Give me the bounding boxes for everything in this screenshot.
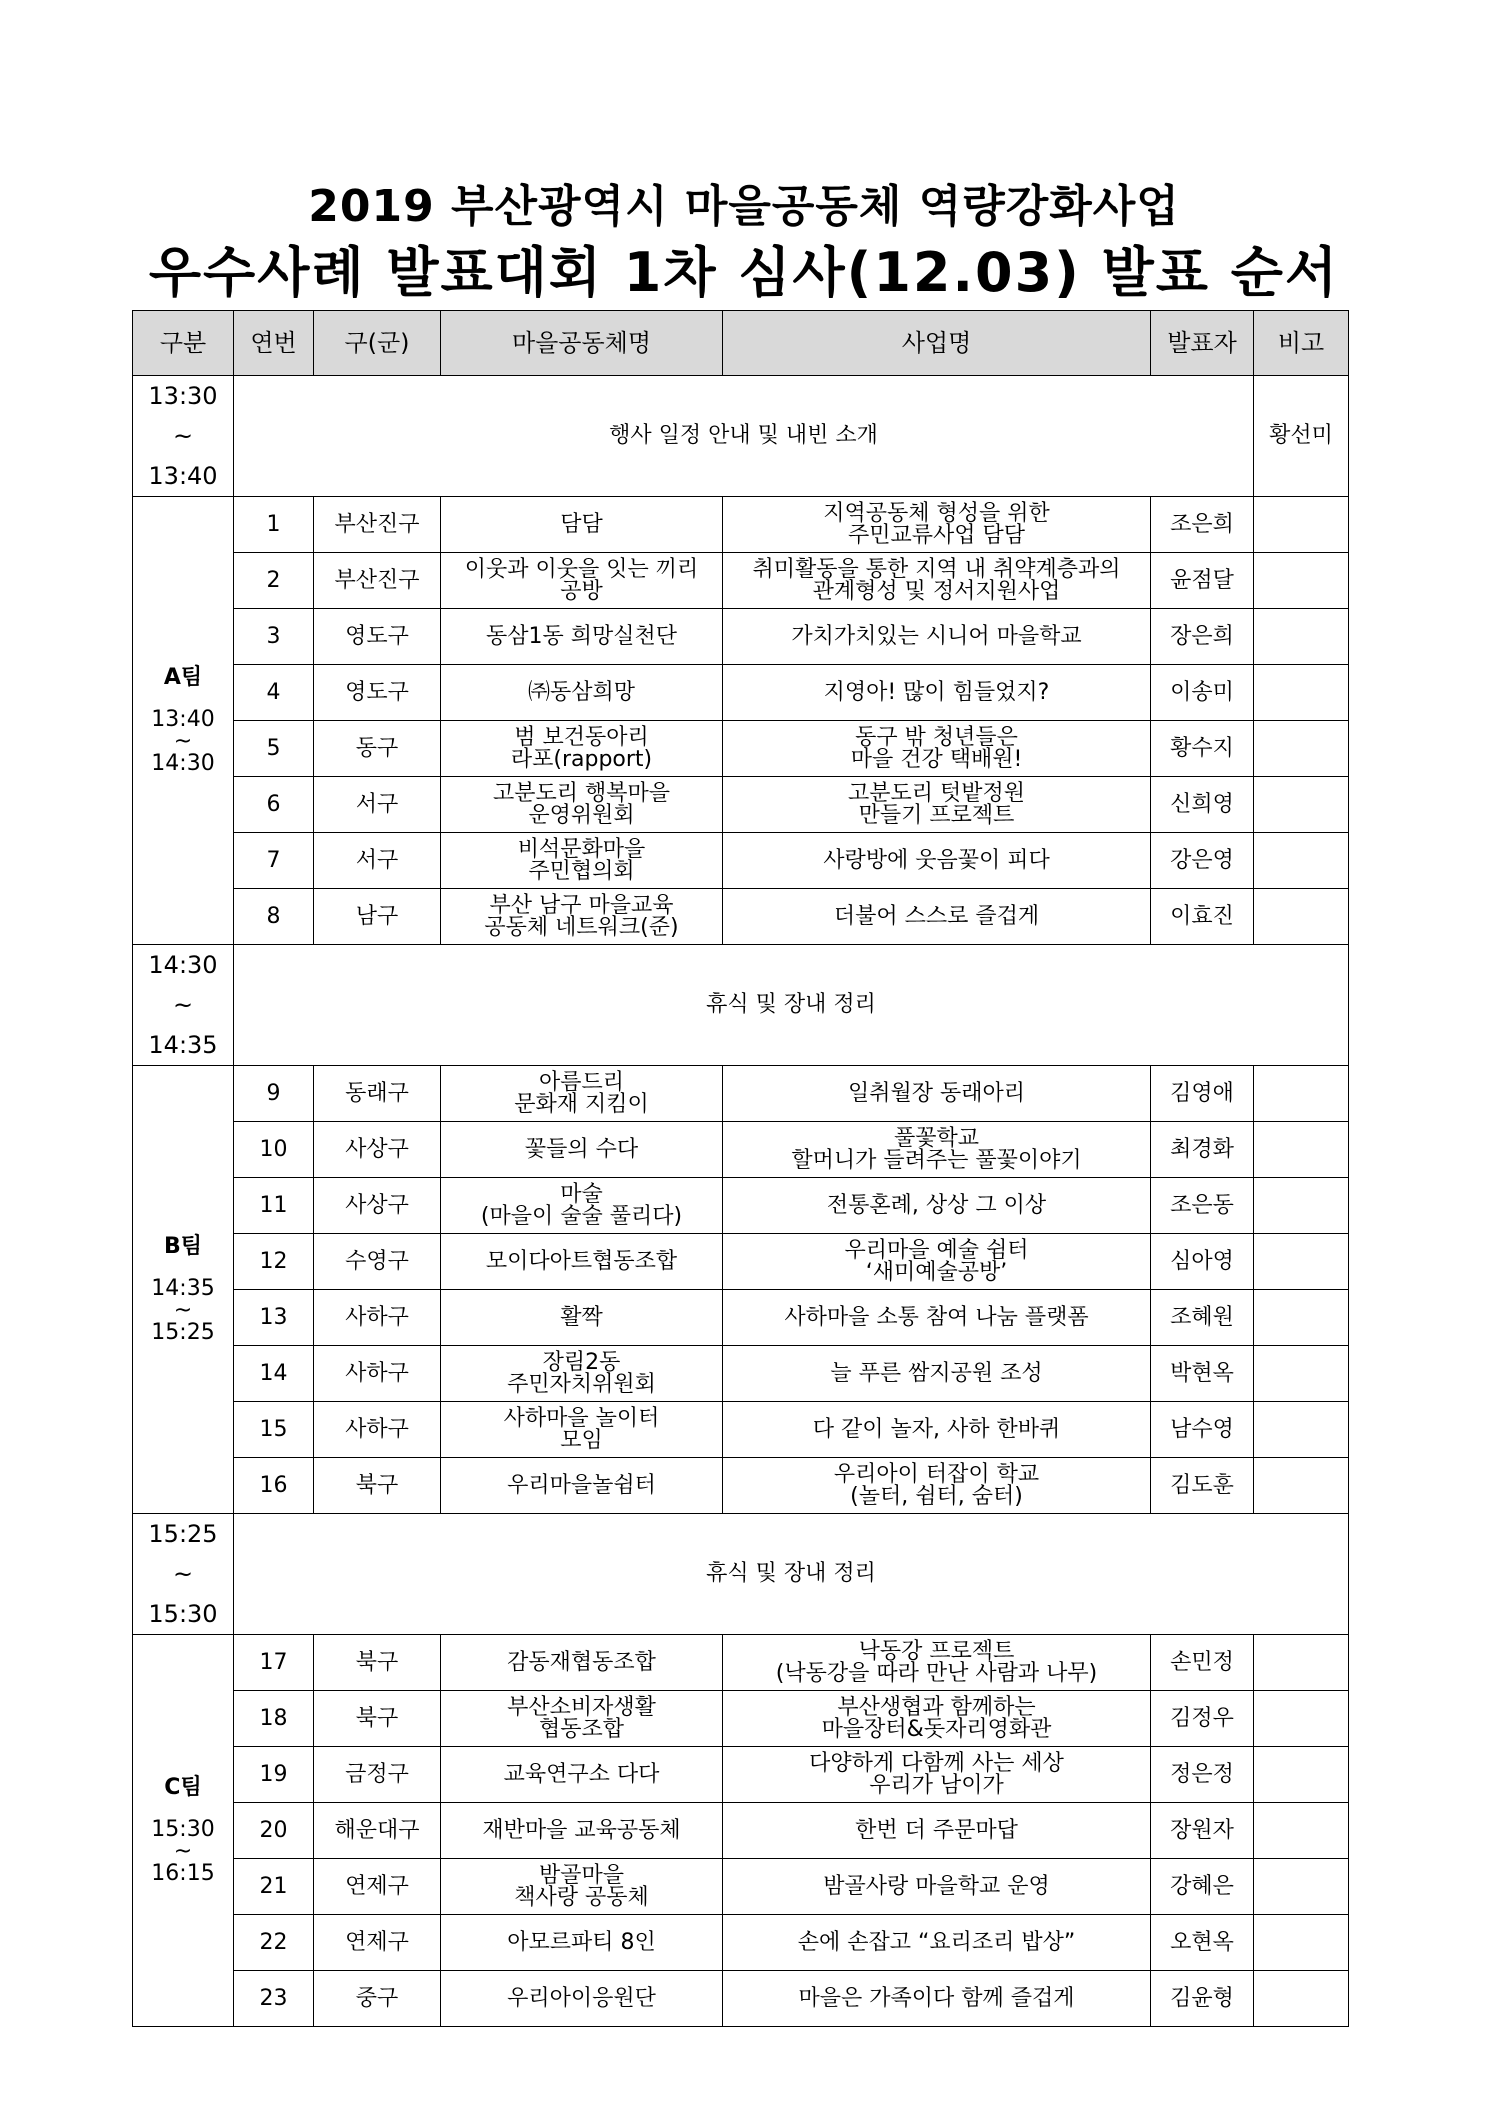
row-note [1254, 777, 1349, 833]
row-presenter: 박현옥 [1151, 1346, 1254, 1402]
row-no: 2 [234, 553, 314, 609]
row-presenter: 황수지 [1151, 721, 1254, 777]
row-presenter: 김도훈 [1151, 1458, 1254, 1514]
table-row [133, 721, 1349, 777]
row-note [1254, 1066, 1349, 1122]
row-community: 고분도리 행복마을 운영위원회 [441, 777, 723, 833]
row-district: 동구 [314, 721, 441, 777]
break-row [133, 1514, 1349, 1635]
team-time-end: 16:15 [151, 1860, 215, 1886]
row-no: 9 [234, 1066, 314, 1122]
row-presenter: 장은희 [1151, 609, 1254, 665]
row-project: 우리아이 터잡이 학교 (놀터, 쉼터, 숨터) [723, 1458, 1151, 1514]
row-note [1254, 1691, 1349, 1747]
row-project: 손에 손잡고 “요리조리 밥상” [723, 1915, 1151, 1971]
row-district: 서구 [314, 833, 441, 889]
row-no: 19 [234, 1747, 314, 1803]
team-cell [133, 1066, 234, 1514]
table-row [133, 609, 1349, 665]
break-time [133, 945, 234, 1066]
row-note [1254, 497, 1349, 553]
time-time-start: 14:30 [148, 951, 218, 979]
row-community: 사하마을 놀이터 모임 [441, 1402, 723, 1458]
row-note [1254, 1458, 1349, 1514]
row-community: 모이다아트협동조합 [441, 1234, 723, 1290]
row-presenter: 장원자 [1151, 1803, 1254, 1859]
row-presenter: 김윤형 [1151, 1971, 1254, 2027]
row-project: 가치가치있는 시니어 마을학교 [723, 609, 1151, 665]
table-row [133, 1691, 1349, 1747]
team-name: B팀 [163, 1233, 203, 1259]
break-text: 휴식 및 장내 정리 [234, 945, 1349, 1066]
row-district: 연제구 [314, 1915, 441, 1971]
row-project: 지역공동체 형성을 위한 주민교류사업 담담 [723, 497, 1151, 553]
row-presenter: 김영애 [1151, 1066, 1254, 1122]
row-presenter: 정은정 [1151, 1747, 1254, 1803]
row-note [1254, 1859, 1349, 1915]
row-note [1254, 1290, 1349, 1346]
table-row [133, 1458, 1349, 1514]
row-community: 우리마을놀쉼터 [441, 1458, 723, 1514]
break-time [133, 1514, 234, 1635]
team-time-start: 14:35 [151, 1275, 215, 1301]
table-row [133, 665, 1349, 721]
time-tilde: ~ [172, 422, 194, 450]
schedule-table [132, 310, 1349, 2027]
row-community: 담담 [441, 497, 723, 553]
row-project: 낙동강 프로젝트 (낙동강을 따라 만난 사람과 나무) [723, 1635, 1151, 1691]
header-group: 구분 [133, 311, 234, 376]
row-presenter: 남수영 [1151, 1402, 1254, 1458]
break-text: 휴식 및 장내 정리 [234, 1514, 1349, 1635]
table-row [133, 1747, 1349, 1803]
row-district: 중구 [314, 1971, 441, 2027]
row-presenter: 강혜은 [1151, 1859, 1254, 1915]
time-tilde: ~ [172, 1560, 194, 1588]
row-project: 다 같이 놀자, 사하 한바퀴 [723, 1402, 1151, 1458]
row-presenter: 손민정 [1151, 1635, 1254, 1691]
row-no: 3 [234, 609, 314, 665]
team-time-end: 15:25 [151, 1319, 215, 1345]
row-project: 밤골사랑 마을학교 운영 [723, 1859, 1151, 1915]
row-note [1254, 1346, 1349, 1402]
row-project: 부산생협과 함께하는 마을장터&돗자리영화관 [723, 1691, 1151, 1747]
row-district: 사하구 [314, 1402, 441, 1458]
document-title-line1: 2019 부산광역시 마을공동체 역량강화사업 [308, 181, 1180, 232]
row-note [1254, 553, 1349, 609]
team-time-end: 14:30 [151, 750, 215, 776]
table-row [133, 1346, 1349, 1402]
row-note [1254, 1178, 1349, 1234]
row-community: 범 보건동아리 라포(rapport) [441, 721, 723, 777]
row-community: 부산소비자생활 협동조합 [441, 1691, 723, 1747]
break-time [133, 376, 234, 497]
header-no: 연번 [234, 311, 314, 376]
row-presenter: 김정우 [1151, 1691, 1254, 1747]
header-note: 비고 [1254, 311, 1349, 376]
table-row [133, 1402, 1349, 1458]
row-community: 부산 남구 마을교육 공동체 네트워크(준) [441, 889, 723, 945]
row-presenter: 조은희 [1151, 497, 1254, 553]
row-district: 부산진구 [314, 497, 441, 553]
row-note [1254, 1971, 1349, 2027]
row-community: 이웃과 이웃을 잇는 끼리 공방 [441, 553, 723, 609]
row-community: 마술 (마을이 술술 풀리다) [441, 1178, 723, 1234]
header-district: 구(군) [314, 311, 441, 376]
row-project: 마을은 가족이다 함께 즐겁게 [723, 1971, 1151, 2027]
row-community: 아모르파티 8인 [441, 1915, 723, 1971]
header-project: 사업명 [723, 311, 1151, 376]
row-project: 취미활동을 통한 지역 내 취약계층과의 관계형성 및 정서지원사업 [723, 553, 1151, 609]
table-row [133, 1803, 1349, 1859]
row-community: 꽃들의 수다 [441, 1122, 723, 1178]
team-time-start: 15:30 [151, 1816, 215, 1842]
row-note [1254, 1234, 1349, 1290]
table-row [133, 1859, 1349, 1915]
row-presenter: 신희영 [1151, 777, 1254, 833]
row-project: 우리마을 예술 쉼터 ‘새미예술공방’ [723, 1234, 1151, 1290]
row-no: 6 [234, 777, 314, 833]
row-no: 17 [234, 1635, 314, 1691]
table-row [133, 1915, 1349, 1971]
table-row [133, 1971, 1349, 2027]
row-community: 장림2동 주민자치위원회 [441, 1346, 723, 1402]
row-presenter: 조혜원 [1151, 1290, 1254, 1346]
table-row [133, 1178, 1349, 1234]
row-project: 고분도리 텃밭정원 만들기 프로젝트 [723, 777, 1151, 833]
team-time-start: 13:40 [151, 706, 215, 732]
break-row [133, 945, 1349, 1066]
table-row [133, 1122, 1349, 1178]
row-note [1254, 1747, 1349, 1803]
row-note [1254, 721, 1349, 777]
row-no: 16 [234, 1458, 314, 1514]
time-time-end: 15:30 [148, 1600, 218, 1628]
row-presenter: 이효진 [1151, 889, 1254, 945]
time-time-start: 13:30 [148, 382, 218, 410]
row-district: 연제구 [314, 1859, 441, 1915]
opening-row [133, 376, 1349, 497]
table-row [133, 777, 1349, 833]
row-no: 1 [234, 497, 314, 553]
row-no: 23 [234, 1971, 314, 2027]
row-district: 해운대구 [314, 1803, 441, 1859]
row-note [1254, 1915, 1349, 1971]
row-presenter: 오현옥 [1151, 1915, 1254, 1971]
table-row [133, 497, 1349, 553]
row-project: 사하마을 소통 참여 나눔 플랫폼 [723, 1290, 1151, 1346]
team-tilde: ~ [173, 1297, 193, 1323]
row-no: 7 [234, 833, 314, 889]
break-note: 황선미 [1254, 376, 1349, 497]
row-community: ㈜동삼희망 [441, 665, 723, 721]
row-district: 수영구 [314, 1234, 441, 1290]
table-row [133, 553, 1349, 609]
row-no: 20 [234, 1803, 314, 1859]
row-district: 영도구 [314, 665, 441, 721]
time-time-end: 14:35 [148, 1031, 218, 1059]
row-district: 사하구 [314, 1290, 441, 1346]
row-district: 영도구 [314, 609, 441, 665]
row-district: 사하구 [314, 1346, 441, 1402]
document-title-line2: 우수사례 발표대회 1차 심사(12.03) 발표 순서 [148, 241, 1340, 304]
row-no: 8 [234, 889, 314, 945]
row-presenter: 강은영 [1151, 833, 1254, 889]
row-district: 동래구 [314, 1066, 441, 1122]
row-no: 11 [234, 1178, 314, 1234]
table-row [133, 1635, 1349, 1691]
row-presenter: 이송미 [1151, 665, 1254, 721]
row-community: 재반마을 교육공동체 [441, 1803, 723, 1859]
row-project: 지영아! 많이 힘들었지? [723, 665, 1151, 721]
row-community: 밤골마을 책사랑 공동체 [441, 1859, 723, 1915]
row-community: 동삼1동 희망실천단 [441, 609, 723, 665]
row-presenter: 윤점달 [1151, 553, 1254, 609]
team-tilde: ~ [173, 1838, 193, 1864]
row-project: 다양하게 다함께 사는 세상 우리가 남이가 [723, 1747, 1151, 1803]
row-note [1254, 889, 1349, 945]
team-cell [133, 497, 234, 945]
header-community: 마을공동체명 [441, 311, 723, 376]
row-community: 감동재협동조합 [441, 1635, 723, 1691]
row-district: 서구 [314, 777, 441, 833]
row-no: 22 [234, 1915, 314, 1971]
row-district: 사상구 [314, 1178, 441, 1234]
row-project: 동구 밖 청년들은 마을 건강 택배원! [723, 721, 1151, 777]
table-row [133, 1290, 1349, 1346]
row-district: 부산진구 [314, 553, 441, 609]
row-presenter: 최경화 [1151, 1122, 1254, 1178]
row-project: 늘 푸른 쌈지공원 조성 [723, 1346, 1151, 1402]
time-tilde: ~ [172, 991, 194, 1019]
row-note [1254, 1635, 1349, 1691]
row-note [1254, 833, 1349, 889]
row-district: 북구 [314, 1635, 441, 1691]
row-no: 21 [234, 1859, 314, 1915]
header-row [133, 311, 1349, 376]
row-no: 5 [234, 721, 314, 777]
row-project: 한번 더 주문마답 [723, 1803, 1151, 1859]
break-text: 행사 일정 안내 및 내빈 소개 [234, 376, 1254, 497]
row-no: 13 [234, 1290, 314, 1346]
row-note [1254, 665, 1349, 721]
row-no: 4 [234, 665, 314, 721]
table-row [133, 889, 1349, 945]
team-tilde: ~ [173, 728, 193, 754]
row-community: 활짝 [441, 1290, 723, 1346]
table-row [133, 1066, 1349, 1122]
row-district: 북구 [314, 1691, 441, 1747]
header-presenter: 발표자 [1151, 311, 1254, 376]
row-community: 비석문화마을 주민협의회 [441, 833, 723, 889]
row-project: 풀꽃학교 할머니가 들려주는 풀꽃이야기 [723, 1122, 1151, 1178]
row-community: 교육연구소 다다 [441, 1747, 723, 1803]
row-project: 일취월장 동래아리 [723, 1066, 1151, 1122]
row-no: 18 [234, 1691, 314, 1747]
team-name: A팀 [163, 664, 203, 690]
row-note [1254, 1402, 1349, 1458]
row-district: 금정구 [314, 1747, 441, 1803]
row-community: 아름드리 문화재 지킴이 [441, 1066, 723, 1122]
row-district: 사상구 [314, 1122, 441, 1178]
row-no: 15 [234, 1402, 314, 1458]
time-time-end: 13:40 [148, 462, 218, 490]
row-no: 10 [234, 1122, 314, 1178]
row-project: 사랑방에 웃음꽃이 피다 [723, 833, 1151, 889]
team-cell [133, 1635, 234, 2027]
row-presenter: 조은동 [1151, 1178, 1254, 1234]
table-row [133, 833, 1349, 889]
row-no: 14 [234, 1346, 314, 1402]
row-district: 남구 [314, 889, 441, 945]
table-row [133, 1234, 1349, 1290]
row-note [1254, 1803, 1349, 1859]
row-community: 우리아이응원단 [441, 1971, 723, 2027]
row-no: 12 [234, 1234, 314, 1290]
row-presenter: 심아영 [1151, 1234, 1254, 1290]
team-name: C팀 [164, 1774, 202, 1800]
row-project: 더불어 스스로 즐겁게 [723, 889, 1151, 945]
row-district: 북구 [314, 1458, 441, 1514]
time-time-start: 15:25 [148, 1520, 218, 1548]
row-project: 전통혼례, 상상 그 이상 [723, 1178, 1151, 1234]
row-note [1254, 1122, 1349, 1178]
row-note [1254, 609, 1349, 665]
